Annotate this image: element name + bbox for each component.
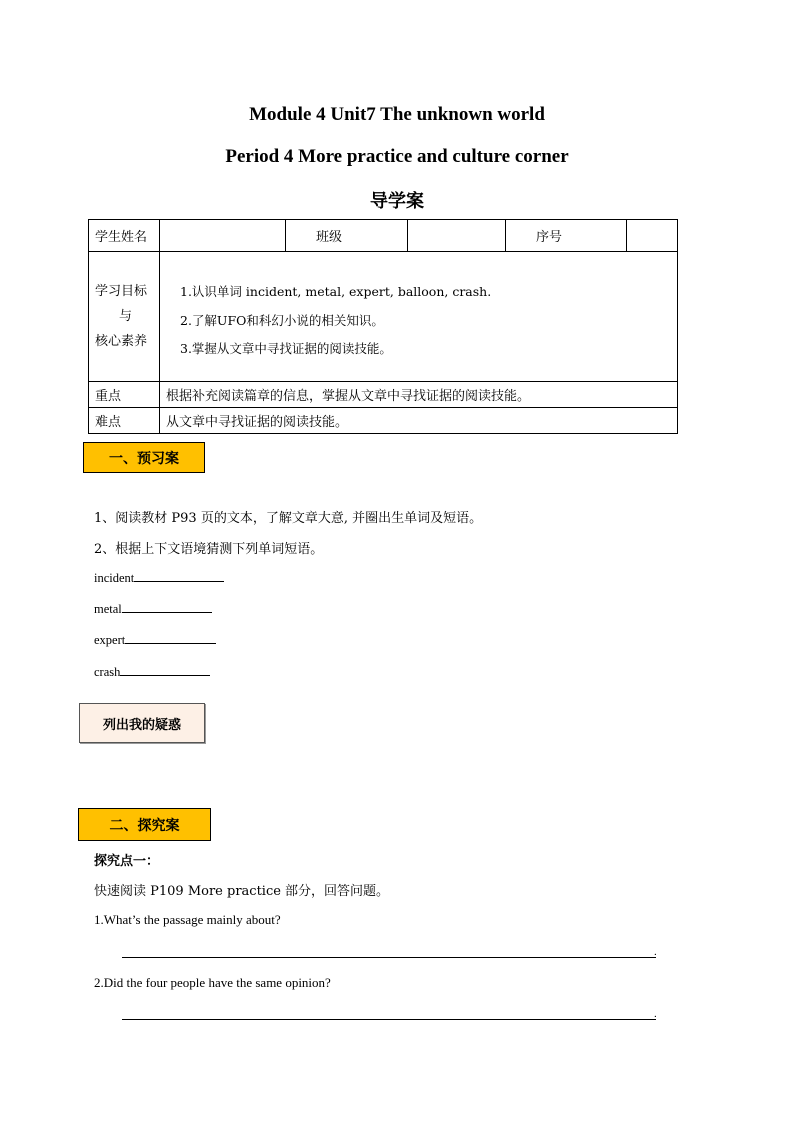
objective-item: 3.掌握从文章中寻找证据的阅读技能。 — [180, 341, 392, 356]
vocab-item — [94, 631, 216, 648]
vocab-word: metal — [94, 602, 122, 616]
number-label: 序号 — [506, 220, 627, 252]
info-table — [88, 219, 678, 434]
objectives-label-line1: 学习目标 — [95, 284, 148, 299]
answer-line-1[interactable] — [122, 957, 656, 958]
key-point-label: 重点 — [89, 382, 160, 408]
difficulty-text: 从文章中寻找证据的阅读技能。 — [160, 408, 678, 434]
vocab-word: incident — [94, 571, 135, 585]
vocab-item — [94, 600, 212, 617]
vocab-word: crash — [94, 665, 121, 679]
question-2: 2.Did the four people have the same opinion? — [94, 975, 331, 990]
objectives-label — [89, 252, 160, 382]
answer-line-end-dot: . — [654, 1008, 657, 1020]
preview-section-label: 一、预习案 — [83, 442, 205, 473]
class-label: 班级 — [286, 220, 408, 252]
vocab-blank[interactable] — [120, 663, 210, 676]
key-point-text: 根据补充阅读篇章的信息，掌握从文章中寻找证据的阅读技能。 — [160, 382, 678, 408]
objective-item: 2.了解UFO和科幻小说的相关知识。 — [180, 313, 384, 328]
answer-line-2[interactable] — [122, 1019, 656, 1020]
answer-line-end-dot: . — [654, 946, 657, 958]
preview-instruction-2: 2、根据上下文语境猜测下列单词短语。 — [94, 542, 324, 557]
objectives-cell — [160, 252, 678, 382]
vocab-blank[interactable] — [125, 631, 216, 644]
vocab-blank[interactable] — [134, 569, 224, 582]
objectives-label-line3: 核心素养 — [95, 334, 148, 349]
objectives-label-line2: 与 — [119, 309, 133, 324]
class-field[interactable] — [408, 220, 506, 252]
student-name-field[interactable] — [160, 220, 286, 252]
preview-instruction-1: 1、阅读教材 P93 页的文本，了解文章大意, 并圈出生单词及短语。 — [94, 511, 483, 526]
explore-point-label: 探究点一： — [94, 854, 160, 869]
vocab-item — [94, 569, 224, 586]
number-field[interactable] — [627, 220, 678, 252]
explore-instruction: 快速阅读 P109 More practice 部分，回答问题。 — [94, 884, 390, 899]
difficulty-label: 难点 — [89, 408, 160, 434]
vocab-item — [94, 663, 210, 680]
question-1: 1.What’s the passage mainly about? — [94, 912, 281, 927]
objective-item: 1.认识单词 incident, metal, expert, balloon, crash. — [180, 284, 492, 299]
student-name-label: 学生姓名 — [89, 220, 160, 252]
page-heading-cn: 导学案 — [370, 191, 424, 212]
vocab-word: expert — [94, 633, 126, 647]
doubts-box: 列出我的疑惑 — [79, 703, 205, 743]
page-subtitle: Period 4 More practice and culture corner — [225, 146, 569, 167]
page-title: Module 4 Unit7 The unknown world — [249, 104, 545, 125]
explore-section-label: 二、探究案 — [78, 808, 211, 841]
vocab-blank[interactable] — [122, 600, 212, 613]
